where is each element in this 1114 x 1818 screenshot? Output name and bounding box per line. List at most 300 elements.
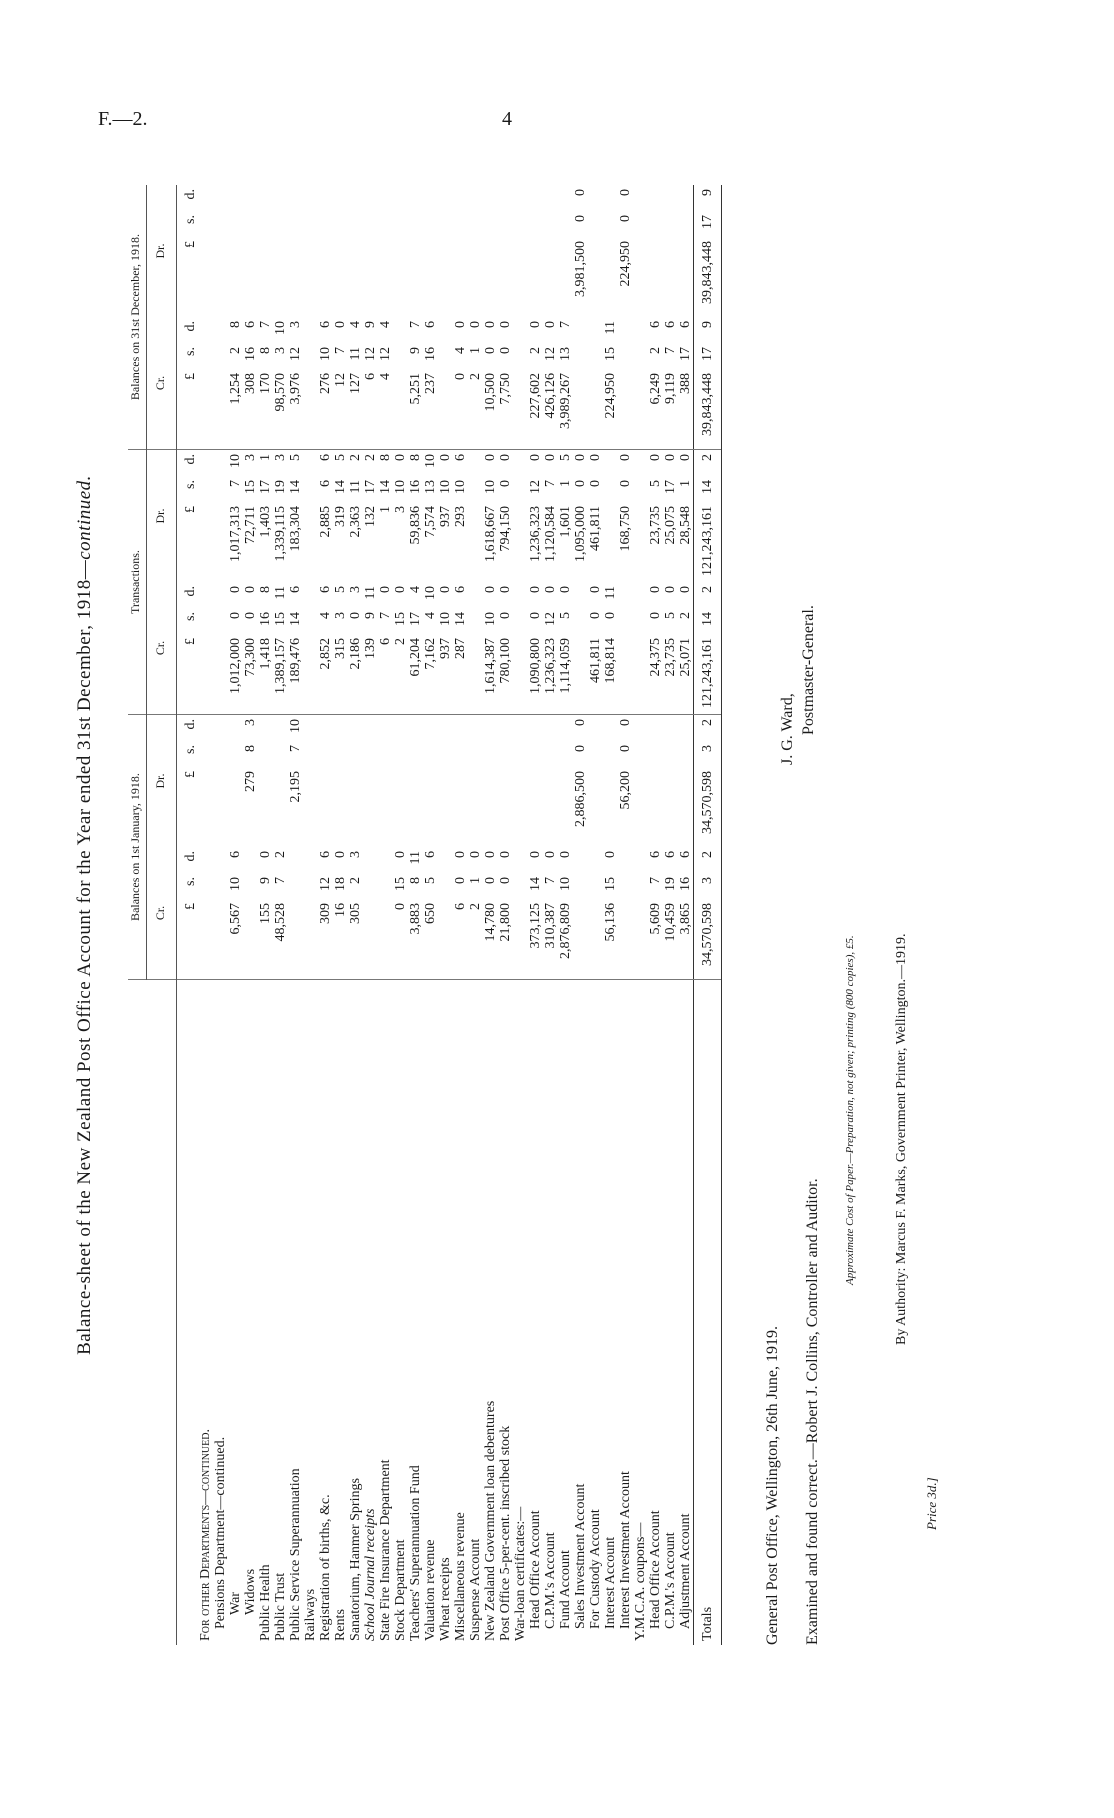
amount-shillings: [498, 211, 513, 237]
table-row: [438, 185, 453, 1645]
table-row: [483, 185, 498, 1645]
amount-pounds: 388: [678, 369, 694, 450]
amount-shillings: [393, 741, 408, 767]
amount-pounds: [333, 237, 348, 317]
row-label: War-loan certificates:—: [513, 1506, 528, 1641]
amount-pence: [273, 185, 288, 211]
amount-pounds: [438, 899, 453, 980]
amount-shillings: [513, 476, 528, 502]
amount-pounds: 1,601: [558, 506, 573, 538]
row-label: Sanatorium, Hanmer Springs: [348, 1478, 363, 1641]
amount-pence: [633, 317, 648, 343]
amount-shillings: [513, 211, 528, 237]
amount-pounds: [393, 767, 408, 847]
amount-pence: 5: [333, 454, 348, 461]
place-date: General Post Office, Wellington, 26th June, 1919.: [764, 1326, 781, 1645]
amount-pence: [603, 450, 618, 477]
amount-shillings: [333, 741, 348, 767]
amount-pence: [588, 185, 603, 211]
amount-pence: [213, 317, 228, 343]
amount-shillings: 15: [393, 612, 408, 626]
amount-pounds: [438, 237, 453, 317]
amount-shillings: [198, 741, 213, 767]
unit-label: £: [183, 771, 198, 778]
amount-pounds: 1,339,115: [273, 506, 288, 562]
amount-shillings: [513, 873, 528, 899]
unit-label: s.: [183, 215, 198, 224]
table-row: [618, 185, 633, 1645]
amount-pounds: 34,570,598: [694, 899, 722, 980]
amount-shillings: [378, 211, 393, 237]
amount-shillings: 10: [483, 480, 498, 494]
amount-pence: [288, 185, 303, 211]
amount-pounds: 310,387: [543, 899, 558, 980]
amount-shillings: [588, 211, 603, 237]
amount-pounds: 4: [378, 369, 393, 450]
amount-shillings: 0: [498, 612, 513, 619]
row-label: Interest Account: [603, 1536, 618, 1629]
amount-shillings: [213, 211, 228, 237]
amount-shillings: [363, 741, 378, 767]
column-header-dec-cr: Cr.: [147, 317, 177, 450]
amount-shillings: 0: [348, 612, 363, 619]
amount-pounds: 14,780: [483, 899, 498, 980]
amount-shillings: 0: [453, 877, 468, 884]
amount-pounds: 1,254: [228, 369, 243, 450]
amount-shillings: 12: [318, 877, 333, 891]
amount-pence: 4: [378, 321, 393, 328]
amount-shillings: [513, 741, 528, 767]
amount-pence: [513, 450, 528, 477]
amount-pence: [483, 715, 498, 742]
group-header-jan: Balances on 1st January, 1918.: [128, 715, 147, 980]
amount-shillings: 12: [543, 347, 558, 361]
amount-shillings: 8: [258, 347, 273, 354]
amount-shillings: [468, 211, 483, 237]
amount-shillings: [378, 873, 393, 899]
amount-pence: [468, 185, 483, 211]
amount-pence: 10: [423, 586, 438, 600]
amount-pence: 6: [318, 454, 333, 461]
amount-shillings: [438, 873, 453, 899]
amount-shillings: [453, 211, 468, 237]
amount-shillings: 7: [333, 347, 348, 354]
amount-pence: 0: [663, 454, 678, 461]
report-code: F.—2.: [98, 108, 148, 130]
row-label: Fund Account: [558, 1550, 573, 1629]
amount-pounds: 59,836: [408, 506, 423, 545]
amount-pounds: [318, 237, 333, 317]
amount-shillings: [528, 211, 543, 237]
row-label: C.P.M.'s Account: [543, 1532, 558, 1629]
amount-pence: [198, 582, 213, 608]
amount-pence: [468, 582, 483, 608]
amount-pence: 2: [694, 450, 722, 477]
amount-shillings: 14: [333, 480, 348, 494]
amount-pence: 6: [453, 454, 468, 461]
row-label: Head Office Account: [648, 1510, 663, 1629]
amount-pence: 5: [288, 454, 303, 461]
amount-shillings: 14: [528, 877, 543, 891]
price: Price 3d.]: [924, 1477, 939, 1530]
amount-shillings: [468, 476, 483, 502]
amount-pence: 6: [318, 851, 333, 858]
amount-pounds: [468, 767, 483, 847]
amount-shillings: [303, 741, 318, 767]
amount-pence: 6: [423, 321, 438, 328]
amount-pounds: [573, 634, 588, 715]
amount-shillings: 10: [393, 480, 408, 494]
amount-pence: [213, 715, 228, 742]
amount-pounds: 1,236,323: [543, 634, 558, 715]
amount-pence: [513, 582, 528, 608]
amount-pounds: 23,735: [663, 634, 678, 715]
amount-pounds: [633, 634, 648, 715]
amount-pounds: 1: [378, 506, 393, 513]
amount-pence: 10: [288, 719, 303, 733]
amount-shillings: [393, 211, 408, 237]
amount-pence: 0: [378, 586, 393, 593]
amount-pence: 7: [408, 321, 423, 328]
amount-pounds: [513, 767, 528, 847]
amount-shillings: [648, 211, 663, 237]
amount-pence: 9: [694, 185, 722, 211]
amount-shillings: 4: [318, 612, 333, 619]
amount-pounds: 3: [393, 506, 408, 513]
amount-pounds: 155: [258, 899, 273, 980]
unit-label: s.: [183, 347, 198, 356]
amount-shillings: 8: [243, 745, 258, 752]
amount-pounds: 293: [453, 506, 468, 527]
amount-shillings: [588, 343, 603, 369]
amount-pence: [633, 582, 648, 608]
amount-shillings: [513, 343, 528, 369]
row-label: Suspense Account: [468, 1538, 483, 1641]
amount-shillings: 1: [678, 480, 693, 487]
amount-pounds: [633, 502, 648, 582]
amount-pounds: 1,614,387: [483, 634, 498, 715]
amount-pence: 5: [333, 586, 348, 593]
amount-shillings: [348, 741, 363, 767]
amount-pence: 0: [678, 454, 693, 461]
column-header-jan-cr: Cr.: [147, 847, 177, 980]
amount-shillings: 2: [648, 347, 663, 354]
amount-shillings: [393, 343, 408, 369]
amount-pence: 0: [468, 851, 483, 858]
amount-shillings: 1: [558, 480, 573, 487]
amount-pounds: 1,114,059: [558, 634, 573, 715]
amount-pounds: [573, 369, 588, 450]
amount-pence: 6: [648, 321, 663, 328]
row-label: Widows: [243, 1568, 258, 1615]
amount-pounds: 56,136: [603, 899, 618, 980]
amount-pence: [603, 715, 618, 742]
amount-pence: [213, 847, 228, 873]
amount-shillings: 10: [318, 347, 333, 361]
amount-pounds: 3,981,500: [573, 241, 588, 297]
amount-pounds: [213, 502, 228, 582]
amount-pounds: 10,459: [663, 899, 678, 980]
amount-shillings: 7: [228, 480, 243, 487]
amount-pence: [438, 185, 453, 211]
amount-shillings: 12: [288, 347, 303, 361]
amount-shillings: 11: [348, 347, 363, 361]
unit-label: d.: [183, 321, 198, 332]
amount-pence: [528, 185, 543, 211]
amount-pounds: [198, 369, 213, 450]
amount-pence: 0: [258, 851, 273, 858]
amount-pounds: 276: [318, 369, 333, 450]
amount-pounds: 132: [363, 506, 378, 527]
amount-shillings: [213, 741, 228, 767]
amount-pounds: 780,100: [498, 634, 513, 715]
amount-pence: 0: [528, 586, 543, 593]
amount-pounds: 2: [468, 369, 483, 450]
amount-pence: 0: [498, 851, 513, 858]
amount-shillings: 2: [528, 347, 543, 354]
amount-pence: [438, 317, 453, 343]
amount-pence: [573, 847, 588, 873]
amount-pence: [348, 715, 363, 742]
amount-pounds: 1,095,000: [573, 506, 588, 562]
amount-pence: [438, 715, 453, 742]
amount-pounds: [363, 899, 378, 980]
amount-pounds: [423, 767, 438, 847]
amount-pence: [468, 715, 483, 742]
amount-pounds: 6,567: [228, 899, 243, 980]
amount-pence: 3: [288, 321, 303, 328]
amount-pence: [303, 450, 318, 477]
amount-shillings: 10: [558, 877, 573, 891]
amount-pence: 0: [543, 586, 558, 593]
amount-pence: 0: [393, 454, 408, 461]
unit-label: £: [177, 634, 199, 715]
amount-shillings: [228, 741, 243, 767]
signatory-title: Postmaster-General.: [800, 605, 817, 735]
amount-shillings: 7: [648, 877, 663, 884]
amount-shillings: [498, 741, 513, 767]
amount-pence: 0: [588, 454, 603, 461]
amount-pence: 6: [678, 851, 693, 858]
amount-pence: [198, 847, 213, 873]
amount-pounds: [258, 767, 273, 847]
units-row: [177, 185, 199, 1645]
amount-pence: [513, 317, 528, 343]
amount-pence: [198, 317, 213, 343]
amount-pounds: 12: [333, 369, 348, 450]
unit-label: £: [183, 241, 198, 248]
amount-shillings: 0: [618, 215, 633, 222]
row-label: Interest Investment Account: [618, 1471, 633, 1629]
amount-pounds: 2: [393, 634, 408, 715]
amount-shillings: 7: [663, 347, 678, 354]
amount-pence: [513, 847, 528, 873]
amount-pounds: 23,735: [648, 506, 663, 545]
amount-pence: [213, 450, 228, 477]
amount-pounds: [408, 767, 423, 847]
unit-label: d.: [183, 851, 198, 862]
amount-shillings: 17: [363, 480, 378, 494]
amount-pence: [663, 715, 678, 742]
amount-pounds: [633, 899, 648, 980]
amount-pence: 0: [333, 851, 348, 858]
amount-pence: 3: [243, 719, 258, 726]
amount-pence: [528, 715, 543, 742]
amount-pence: 3: [243, 454, 258, 461]
amount-pounds: 461,811: [588, 634, 603, 715]
amount-pence: 0: [453, 851, 468, 858]
amount-shillings: 19: [273, 480, 288, 494]
amount-pounds: [288, 237, 303, 317]
title-main: Balance-sheet of the New Zealand Post Office Account for the Year ended 31st December, 1918—: [74, 559, 95, 1355]
amount-shillings: [273, 741, 288, 767]
amount-pounds: 937: [438, 506, 453, 527]
amount-pence: [648, 185, 663, 211]
amount-pence: 0: [543, 851, 558, 858]
amount-shillings: [633, 608, 648, 634]
amount-pounds: [528, 767, 543, 847]
amount-pounds: [393, 369, 408, 450]
amount-pence: 2: [694, 847, 722, 873]
amount-pence: [498, 715, 513, 742]
amount-pounds: [513, 502, 528, 582]
amount-pence: [588, 847, 603, 873]
table-row: [498, 185, 513, 1645]
amount-pounds: [318, 767, 333, 847]
amount-pounds: [648, 237, 663, 317]
row-label: Valuation revenue: [423, 1539, 438, 1641]
amount-shillings: 15: [273, 612, 288, 626]
amount-shillings: [213, 343, 228, 369]
amount-shillings: [573, 608, 588, 634]
amount-shillings: 3: [273, 347, 288, 354]
table-row: [303, 185, 318, 1645]
amount-pounds: [663, 237, 678, 317]
amount-pounds: [378, 237, 393, 317]
amount-shillings: 16: [408, 480, 423, 494]
amount-pounds: [678, 767, 694, 847]
amount-pence: 0: [678, 586, 693, 593]
amount-pounds: [543, 767, 558, 847]
amount-shillings: [453, 741, 468, 767]
amount-shillings: [198, 608, 213, 634]
amount-pounds: [468, 502, 483, 582]
amount-pounds: 127: [348, 369, 363, 450]
unit-label: d.: [183, 719, 198, 730]
amount-pounds: [663, 767, 678, 847]
amount-pounds: 1,389,157: [273, 634, 288, 715]
amount-shillings: [543, 741, 558, 767]
amount-pence: [228, 185, 243, 211]
amount-pence: [618, 847, 633, 873]
amount-pence: 0: [573, 189, 588, 196]
amount-pounds: [213, 767, 228, 847]
amount-pence: 7: [558, 321, 573, 328]
amount-pounds: [363, 237, 378, 317]
amount-pence: 0: [528, 454, 543, 461]
row-label: Public Service Superannuation: [288, 1468, 303, 1641]
amount-shillings: [243, 211, 258, 237]
amount-shillings: 0: [588, 480, 603, 487]
amount-pounds: [603, 502, 618, 582]
amount-shillings: [468, 608, 483, 634]
amount-shillings: [318, 211, 333, 237]
amount-pence: 4: [408, 586, 423, 593]
amount-pence: 9: [363, 321, 378, 328]
amount-pence: 0: [333, 321, 348, 328]
amount-pounds: [288, 899, 303, 980]
amount-pence: 11: [603, 586, 618, 600]
amount-shillings: 7: [543, 480, 558, 487]
amount-pounds: [558, 767, 573, 847]
amount-pence: 0: [483, 586, 498, 593]
amount-pounds: 48,528: [273, 899, 288, 980]
amount-shillings: [633, 476, 648, 502]
amount-shillings: [438, 741, 453, 767]
amount-pence: 0: [483, 321, 498, 328]
document-title: [74, 185, 96, 1645]
amount-shillings: [573, 343, 588, 369]
amount-shillings: 10: [438, 480, 453, 494]
totals-row: [694, 185, 722, 1645]
amount-pounds: [453, 237, 468, 317]
amount-pounds: [303, 899, 318, 980]
amount-pounds: [513, 634, 528, 715]
amount-shillings: 15: [603, 877, 618, 891]
amount-shillings: [663, 741, 678, 767]
cost-note: Approximate Cost of Paper.—Preparation, not given; printing (800 copies), £5.: [844, 935, 856, 1285]
amount-pounds: [213, 237, 228, 317]
amount-shillings: 5: [663, 612, 678, 619]
amount-shillings: 12: [528, 480, 543, 494]
amount-pounds: 6: [378, 634, 393, 715]
amount-shillings: 16: [423, 347, 438, 361]
amount-shillings: 9: [363, 612, 378, 619]
amount-shillings: [363, 873, 378, 899]
amount-pounds: 2,852: [318, 634, 333, 715]
amount-pence: 8: [228, 321, 243, 328]
amount-pounds: 56,200: [618, 771, 633, 810]
table-row: [318, 185, 333, 1645]
amount-pence: [408, 185, 423, 211]
amount-pence: [378, 185, 393, 211]
amount-pounds: [498, 237, 513, 317]
amount-shillings: 7: [378, 612, 393, 619]
amount-pounds: 25,075: [663, 506, 678, 545]
amount-shillings: [633, 211, 648, 237]
amount-pence: 8: [258, 586, 273, 593]
amount-pence: [633, 450, 648, 477]
amount-shillings: [303, 211, 318, 237]
amount-shillings: 0: [483, 877, 498, 884]
amount-pence: [348, 185, 363, 211]
amount-pounds: [633, 237, 648, 317]
amount-pounds: 308: [243, 369, 258, 450]
amount-pounds: [678, 237, 694, 317]
table-row: [678, 185, 694, 1645]
amount-pounds: [408, 237, 423, 317]
amount-pence: 10: [423, 454, 438, 468]
amount-pounds: 237: [423, 369, 438, 450]
amount-shillings: [288, 873, 303, 899]
amount-shillings: 7: [543, 877, 558, 884]
amount-pounds: [438, 767, 453, 847]
amount-pounds: [228, 767, 243, 847]
amount-pounds: [348, 237, 363, 317]
amount-pounds: [258, 237, 273, 317]
amount-shillings: 4: [423, 612, 438, 619]
amount-shillings: [438, 211, 453, 237]
